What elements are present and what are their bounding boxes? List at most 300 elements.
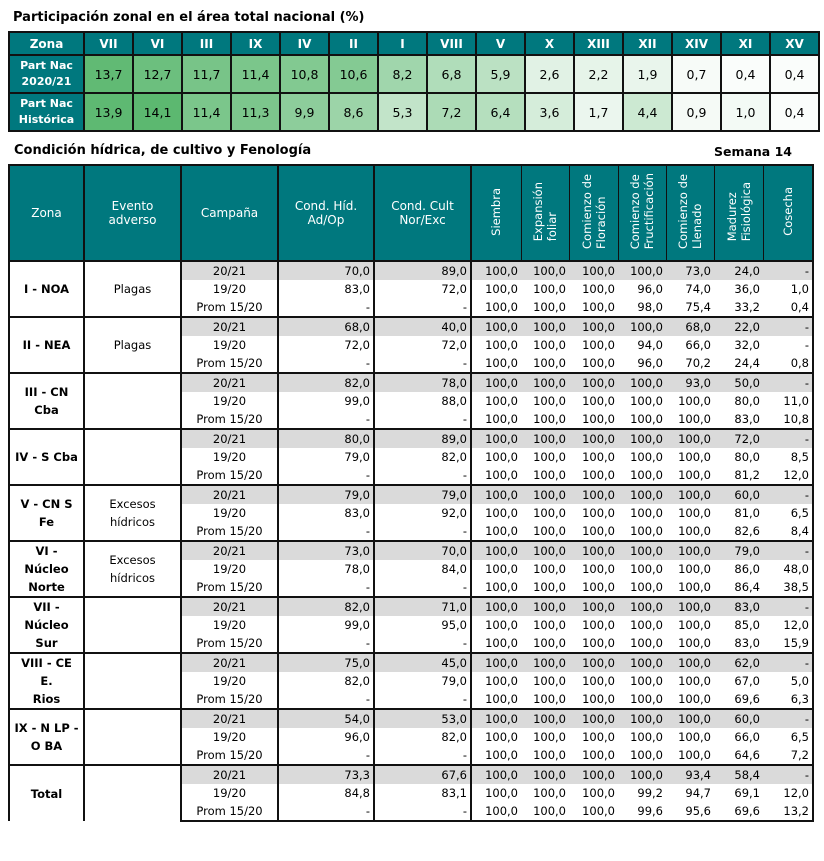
phenology-value: 100,0 — [678, 412, 711, 426]
phenology-value: 100,0 — [569, 373, 618, 392]
zone-header: VIII — [427, 32, 476, 55]
participation-row-label: Part Nac Histórica — [9, 93, 84, 131]
condition-value: 45,0 — [374, 653, 471, 672]
condition-value: 73,3 — [278, 765, 374, 784]
zone-cell: VII - Núcleo Sur — [9, 597, 84, 653]
phenology-value: 100,0 — [471, 373, 521, 392]
phenology-value: 24,0 — [714, 261, 763, 280]
phenology-value: 100,0 — [471, 709, 521, 728]
phenology-value: 100,0 — [471, 765, 521, 784]
phenology-value: 100,0 — [678, 468, 711, 482]
phenology-value: 94,0 — [637, 338, 663, 352]
phenology-value: 100,0 — [471, 802, 521, 821]
phenology-value: 100,0 — [471, 504, 521, 522]
phenology-value: 38,5 — [763, 578, 813, 597]
condition-value: 89,0 — [374, 429, 471, 448]
condition-value: 88,0 — [374, 392, 471, 410]
phenology-value: 100,0 — [471, 280, 521, 298]
phenology-value: 100,0 — [471, 466, 521, 485]
participation-cell: 0,7 — [672, 55, 721, 93]
phenology-value: 100,0 — [471, 522, 521, 541]
phenology-value: 100,0 — [569, 541, 618, 560]
condition-value: 70,0 — [278, 261, 374, 280]
phenology-value: 100,0 — [569, 597, 618, 616]
participation-cell: 11,4 — [231, 55, 280, 93]
phenology-value: 100,0 — [630, 394, 663, 408]
phenology-value: 6,5 — [763, 504, 813, 522]
participation-row — [9, 93, 819, 131]
zone-header: VI — [133, 32, 182, 55]
event-cell: Plagas — [84, 261, 181, 317]
phenology-value: - — [763, 597, 813, 616]
phenology-value: 74,0 — [685, 282, 711, 296]
condition-value: 82,0 — [374, 448, 471, 466]
participation-cell: 13,9 — [84, 93, 133, 131]
condition-value: 53,0 — [374, 709, 471, 728]
participation-cell: 8,6 — [329, 93, 378, 131]
condition-value: - — [278, 410, 374, 429]
campaign-cell: 19/20 — [181, 504, 278, 522]
phenology-value: 0,8 — [763, 354, 813, 373]
phenology-value: 100,0 — [582, 748, 615, 762]
phenology-value: 69,6 — [714, 802, 763, 821]
zone-cell: IX - N LP - O BA — [9, 709, 84, 765]
phenology-value: 100,0 — [678, 674, 711, 688]
condition-value: - — [278, 298, 374, 317]
condition-value: 72,0 — [278, 336, 374, 354]
phenology-value: 100,0 — [471, 746, 521, 765]
phenology-value: 58,4 — [714, 765, 763, 784]
phenology-value: 100,0 — [569, 485, 618, 504]
phenology-value: 100,0 — [471, 336, 521, 354]
phenology-value: 100,0 — [618, 429, 666, 448]
campaign-cell: Prom 15/20 — [181, 410, 278, 429]
condition-value: 80,0 — [278, 429, 374, 448]
phenology-value: 100,0 — [471, 597, 521, 616]
col-header-madurez: Madurez Fisiológica — [714, 165, 763, 261]
phenology-value: 100,0 — [533, 412, 566, 426]
col-header-zona: Zona — [9, 165, 84, 261]
phenology-value: 12,0 — [763, 784, 813, 802]
condition-value: 99,0 — [278, 616, 374, 634]
condition-value: - — [278, 802, 374, 821]
phenology-value: 100,0 — [618, 765, 666, 784]
phenology-value: 99,2 — [637, 786, 663, 800]
participation-cell: 0,9 — [672, 93, 721, 131]
phenology-value: 86,0 — [734, 562, 760, 576]
condition-value: - — [374, 410, 471, 429]
col-header-floracion: Comienzo de Floración — [569, 165, 618, 261]
condition-value: 79,0 — [278, 485, 374, 504]
participation-cell: 8,2 — [378, 55, 427, 93]
participation-cell: 4,4 — [623, 93, 672, 131]
phenology-value: - — [763, 541, 813, 560]
participation-cell: 10,6 — [329, 55, 378, 93]
phenology-value: 100,0 — [630, 562, 663, 576]
phenology-value: 83,0 — [714, 597, 763, 616]
phenology-value: 93,4 — [666, 765, 714, 784]
condition-value: - — [278, 634, 374, 653]
phenology-value: 100,0 — [533, 730, 566, 744]
phenology-value: 100,0 — [630, 450, 663, 464]
phenology-value: 100,0 — [533, 282, 566, 296]
phenology-value: 32,0 — [734, 338, 760, 352]
condition-value: 84,0 — [374, 560, 471, 578]
campaign-cell: 19/20 — [181, 280, 278, 298]
condition-value: - — [374, 354, 471, 373]
zone-cell: III - CN Cba — [9, 373, 84, 429]
phenology-value: 100,0 — [533, 524, 566, 538]
participation-cell: 1,0 — [721, 93, 770, 131]
participation-cell: 1,7 — [574, 93, 623, 131]
condition-value: 67,6 — [374, 765, 471, 784]
phenology-value: 100,0 — [582, 282, 615, 296]
phenology-value: 100,0 — [630, 618, 663, 632]
campaign-cell: Prom 15/20 — [181, 634, 278, 653]
campaign-cell: 20/21 — [181, 653, 278, 672]
campaign-cell: Prom 15/20 — [181, 802, 278, 821]
phenology-value: 67,0 — [734, 674, 760, 688]
zone-header: IX — [231, 32, 280, 55]
participation-cell: 10,8 — [280, 55, 329, 93]
week-label: Semana 14 — [713, 144, 792, 159]
participation-cell: 0,4 — [721, 55, 770, 93]
col-header-llenado: Comienzo de Llenado — [666, 165, 714, 261]
zone-header: VII — [84, 32, 133, 55]
phenology-value: 100,0 — [678, 748, 711, 762]
phenology-value: 100,0 — [471, 690, 521, 709]
phenology-value: 100,0 — [582, 730, 615, 744]
phenology-value: 100,0 — [471, 298, 521, 317]
phenology-value: 100,0 — [533, 450, 566, 464]
phenology-value: 62,0 — [714, 653, 763, 672]
col-header-cosecha: Cosecha — [763, 165, 813, 261]
condition-value: 96,0 — [278, 728, 374, 746]
condition-value: - — [278, 578, 374, 597]
phenology-value: 100,0 — [678, 618, 711, 632]
phenology-value: 100,0 — [582, 562, 615, 576]
condition-value: 82,0 — [278, 672, 374, 690]
condition-value: - — [374, 802, 471, 821]
zone-header: II — [329, 32, 378, 55]
condition-value: 79,0 — [374, 485, 471, 504]
phenology-value: 100,0 — [471, 410, 521, 429]
campaign-cell: 20/21 — [181, 541, 278, 560]
phenology-value: 100,0 — [471, 429, 521, 448]
phenology-value: 100,0 — [618, 597, 666, 616]
phenology-value: 100,0 — [666, 429, 714, 448]
phenology-value: 100,0 — [521, 802, 569, 821]
zone-header: IV — [280, 32, 329, 55]
condition-value: 82,0 — [374, 728, 471, 746]
phenology-value: 82,6 — [734, 524, 760, 538]
phenology-value: 100,0 — [521, 597, 569, 616]
table-row — [9, 429, 813, 448]
phenology-value: - — [763, 317, 813, 336]
phenology-value: 94,7 — [685, 786, 711, 800]
campaign-cell: 19/20 — [181, 392, 278, 410]
phenology-value: 100,0 — [471, 392, 521, 410]
phenology-value: 100,0 — [471, 784, 521, 802]
col-header-evento: Evento adverso — [84, 165, 181, 261]
table-row — [9, 373, 813, 392]
campaign-cell: 19/20 — [181, 560, 278, 578]
phenology-value: 100,0 — [630, 468, 663, 482]
campaign-cell: 20/21 — [181, 261, 278, 280]
phenology-value: 100,0 — [678, 506, 711, 520]
participation-cell: 2,2 — [574, 55, 623, 93]
phenology-value: 100,0 — [630, 636, 663, 650]
phenology-value: - — [763, 765, 813, 784]
condition-value: - — [278, 746, 374, 765]
participation-cell: 5,9 — [476, 55, 525, 93]
phenology-value: 5,0 — [763, 672, 813, 690]
phenology-value: 100,0 — [582, 412, 615, 426]
col-header-siembra: Siembra — [471, 165, 521, 261]
phenology-value: 100,0 — [630, 674, 663, 688]
phenology-value: 86,4 — [734, 580, 760, 594]
phenology-value: 64,6 — [734, 748, 760, 762]
event-cell: Excesos hídricos — [84, 541, 181, 597]
phenology-value: 100,0 — [533, 300, 566, 314]
phenology-value: 100,0 — [618, 541, 666, 560]
phenology-value: 100,0 — [569, 653, 618, 672]
condition-value: 73,0 — [278, 541, 374, 560]
phenology-value: 100,0 — [471, 578, 521, 597]
phenology-value: 75,4 — [685, 300, 711, 314]
phenology-value: 100,0 — [618, 261, 666, 280]
participation-cell: 6,4 — [476, 93, 525, 131]
table-row — [9, 261, 813, 280]
phenology-value: 100,0 — [582, 394, 615, 408]
campaign-cell: Prom 15/20 — [181, 746, 278, 765]
event-cell: Plagas — [84, 317, 181, 373]
phenology-value: 83,0 — [734, 412, 760, 426]
phenology-value: 100,0 — [678, 450, 711, 464]
phenology-value: 100,0 — [678, 692, 711, 706]
phenology-value: 100,0 — [618, 485, 666, 504]
condition-value: 75,0 — [278, 653, 374, 672]
phenology-value: 100,0 — [471, 317, 521, 336]
phenology-value: - — [763, 485, 813, 504]
phenology-value: 100,0 — [521, 261, 569, 280]
phenology-value: 100,0 — [582, 468, 615, 482]
phenology-value: 100,0 — [533, 786, 566, 800]
phenology-value: 100,0 — [533, 674, 566, 688]
participation-cell: 2,6 — [525, 55, 574, 93]
col-header-cond-cult: Cond. Cult Nor/Exc — [374, 165, 471, 261]
phenology-value: 100,0 — [521, 765, 569, 784]
phenology-value: 100,0 — [618, 653, 666, 672]
phenology-value: 100,0 — [533, 506, 566, 520]
campaign-cell: 20/21 — [181, 765, 278, 784]
phenology-value: 8,4 — [763, 522, 813, 541]
phenology-value: 80,0 — [734, 394, 760, 408]
phenology-value: 79,0 — [714, 541, 763, 560]
phenology-value: 100,0 — [471, 560, 521, 578]
participation-cell: 5,3 — [378, 93, 427, 131]
phenology-value: 100,0 — [569, 802, 618, 821]
campaign-cell: Prom 15/20 — [181, 354, 278, 373]
event-cell: Excesos hídricos — [84, 485, 181, 541]
phenology-value: 70,2 — [685, 356, 711, 370]
phenology-value: 95,6 — [666, 802, 714, 821]
zone-header: III — [182, 32, 231, 55]
phenology-value: 100,0 — [582, 506, 615, 520]
condition-value: 95,0 — [374, 616, 471, 634]
phenology-value: 10,8 — [763, 410, 813, 429]
campaign-cell: Prom 15/20 — [181, 298, 278, 317]
condition-value: - — [278, 690, 374, 709]
phenology-value: 100,0 — [618, 373, 666, 392]
participation-cell: 1,9 — [623, 55, 672, 93]
phenology-value: 66,0 — [685, 338, 711, 352]
phenology-value: 1,0 — [763, 280, 813, 298]
phenology-value: - — [763, 261, 813, 280]
phenology-value: - — [763, 336, 813, 354]
zone-header: I — [378, 32, 427, 55]
table-row — [9, 653, 813, 672]
phenology-value: 69,1 — [734, 786, 760, 800]
participation-cell: 11,4 — [182, 93, 231, 131]
campaign-cell: 20/21 — [181, 429, 278, 448]
condition-value: - — [374, 690, 471, 709]
phenology-value: 100,0 — [582, 692, 615, 706]
campaign-cell: 20/21 — [181, 485, 278, 504]
phenology-value: 96,0 — [637, 356, 663, 370]
zone-header-label: Zona — [9, 32, 84, 55]
table-row — [9, 765, 813, 784]
table-row — [9, 597, 813, 616]
condition-value: - — [278, 522, 374, 541]
table-row — [9, 709, 813, 728]
col-header-cond-hid: Cond. Híd. Ad/Op — [278, 165, 374, 261]
campaign-cell: Prom 15/20 — [181, 466, 278, 485]
zone-header: XIV — [672, 32, 721, 55]
event-cell — [84, 429, 181, 485]
phenology-value: 100,0 — [471, 261, 521, 280]
phenology-value: 7,2 — [763, 746, 813, 765]
participation-cell: 12,7 — [133, 55, 182, 93]
phenology-value: 100,0 — [630, 524, 663, 538]
phenology-value: 96,0 — [637, 282, 663, 296]
condition-value: 72,0 — [374, 336, 471, 354]
condition-value: 79,0 — [278, 448, 374, 466]
condition-table — [8, 164, 814, 822]
phenology-value: 100,0 — [569, 317, 618, 336]
condition-value: 83,0 — [278, 280, 374, 298]
participation-cell: 14,1 — [133, 93, 182, 131]
phenology-value: 100,0 — [666, 485, 714, 504]
campaign-cell: 20/21 — [181, 709, 278, 728]
phenology-value: 100,0 — [582, 618, 615, 632]
participation-cell: 11,7 — [182, 55, 231, 93]
phenology-value: 33,2 — [734, 300, 760, 314]
campaign-cell: Prom 15/20 — [181, 578, 278, 597]
campaign-cell: 20/21 — [181, 597, 278, 616]
table-row — [9, 485, 813, 504]
participation-row — [9, 55, 819, 93]
campaign-cell: Prom 15/20 — [181, 522, 278, 541]
participation-cell: 6,8 — [427, 55, 476, 93]
participation-cell: 0,4 — [770, 93, 819, 131]
col-header-fructificacion: Comienzo de Fructificación — [618, 165, 666, 261]
phenology-value: 100,0 — [666, 709, 714, 728]
condition-value: 78,0 — [278, 560, 374, 578]
condition-value: 83,0 — [278, 504, 374, 522]
zone-header: XI — [721, 32, 770, 55]
condition-value: 83,1 — [374, 784, 471, 802]
phenology-value: 100,0 — [521, 541, 569, 560]
phenology-value: 100,0 — [533, 636, 566, 650]
phenology-value: 8,5 — [763, 448, 813, 466]
phenology-value: 60,0 — [714, 709, 763, 728]
participation-table — [8, 4, 820, 132]
phenology-value: 100,0 — [666, 597, 714, 616]
phenology-value: 100,0 — [630, 580, 663, 594]
phenology-value: 100,0 — [582, 338, 615, 352]
phenology-value: 100,0 — [471, 354, 521, 373]
phenology-value: 100,0 — [521, 653, 569, 672]
campaign-cell: 20/21 — [181, 373, 278, 392]
phenology-value: 100,0 — [678, 730, 711, 744]
phenology-value: 93,0 — [666, 373, 714, 392]
phenology-value: 100,0 — [630, 506, 663, 520]
campaign-cell: 19/20 — [181, 728, 278, 746]
condition-value: - — [374, 634, 471, 653]
phenology-value: 100,0 — [618, 709, 666, 728]
condition-value: 79,0 — [374, 672, 471, 690]
phenology-value: 100,0 — [533, 356, 566, 370]
participation-cell: 9,9 — [280, 93, 329, 131]
phenology-value: 11,0 — [763, 392, 813, 410]
phenology-value: 100,0 — [582, 636, 615, 650]
condition-value: 70,0 — [374, 541, 471, 560]
participation-cell: 7,2 — [427, 93, 476, 131]
event-cell — [84, 765, 181, 821]
condition-value: 71,0 — [374, 597, 471, 616]
participation-title: Participación zonal en el área total nacional (%) — [9, 4, 819, 32]
zone-cell: VI - Núcleo Norte — [9, 541, 84, 597]
phenology-value: 100,0 — [533, 338, 566, 352]
col-header-campana: Campaña — [181, 165, 278, 261]
col-header-expansion: Expansión foliar — [521, 165, 569, 261]
phenology-value: - — [763, 709, 813, 728]
zone-header: XII — [623, 32, 672, 55]
phenology-value: 100,0 — [533, 562, 566, 576]
phenology-value: 100,0 — [471, 485, 521, 504]
phenology-value: 0,4 — [763, 298, 813, 317]
phenology-value: 15,9 — [763, 634, 813, 653]
phenology-value: 100,0 — [569, 429, 618, 448]
condition-value: 89,0 — [374, 261, 471, 280]
phenology-value: 100,0 — [471, 616, 521, 634]
phenology-value: 60,0 — [714, 485, 763, 504]
phenology-value: 24,4 — [734, 356, 760, 370]
phenology-value: 80,0 — [734, 450, 760, 464]
condition-value: - — [374, 466, 471, 485]
phenology-value: 100,0 — [666, 653, 714, 672]
phenology-value: 100,0 — [521, 373, 569, 392]
zone-header: V — [476, 32, 525, 55]
phenology-value: 48,0 — [763, 560, 813, 578]
phenology-value: 50,0 — [714, 373, 763, 392]
phenology-value: 100,0 — [521, 317, 569, 336]
phenology-value: 100,0 — [630, 730, 663, 744]
phenology-value: 100,0 — [471, 541, 521, 560]
condition-value: 54,0 — [278, 709, 374, 728]
phenology-value: 72,0 — [714, 429, 763, 448]
